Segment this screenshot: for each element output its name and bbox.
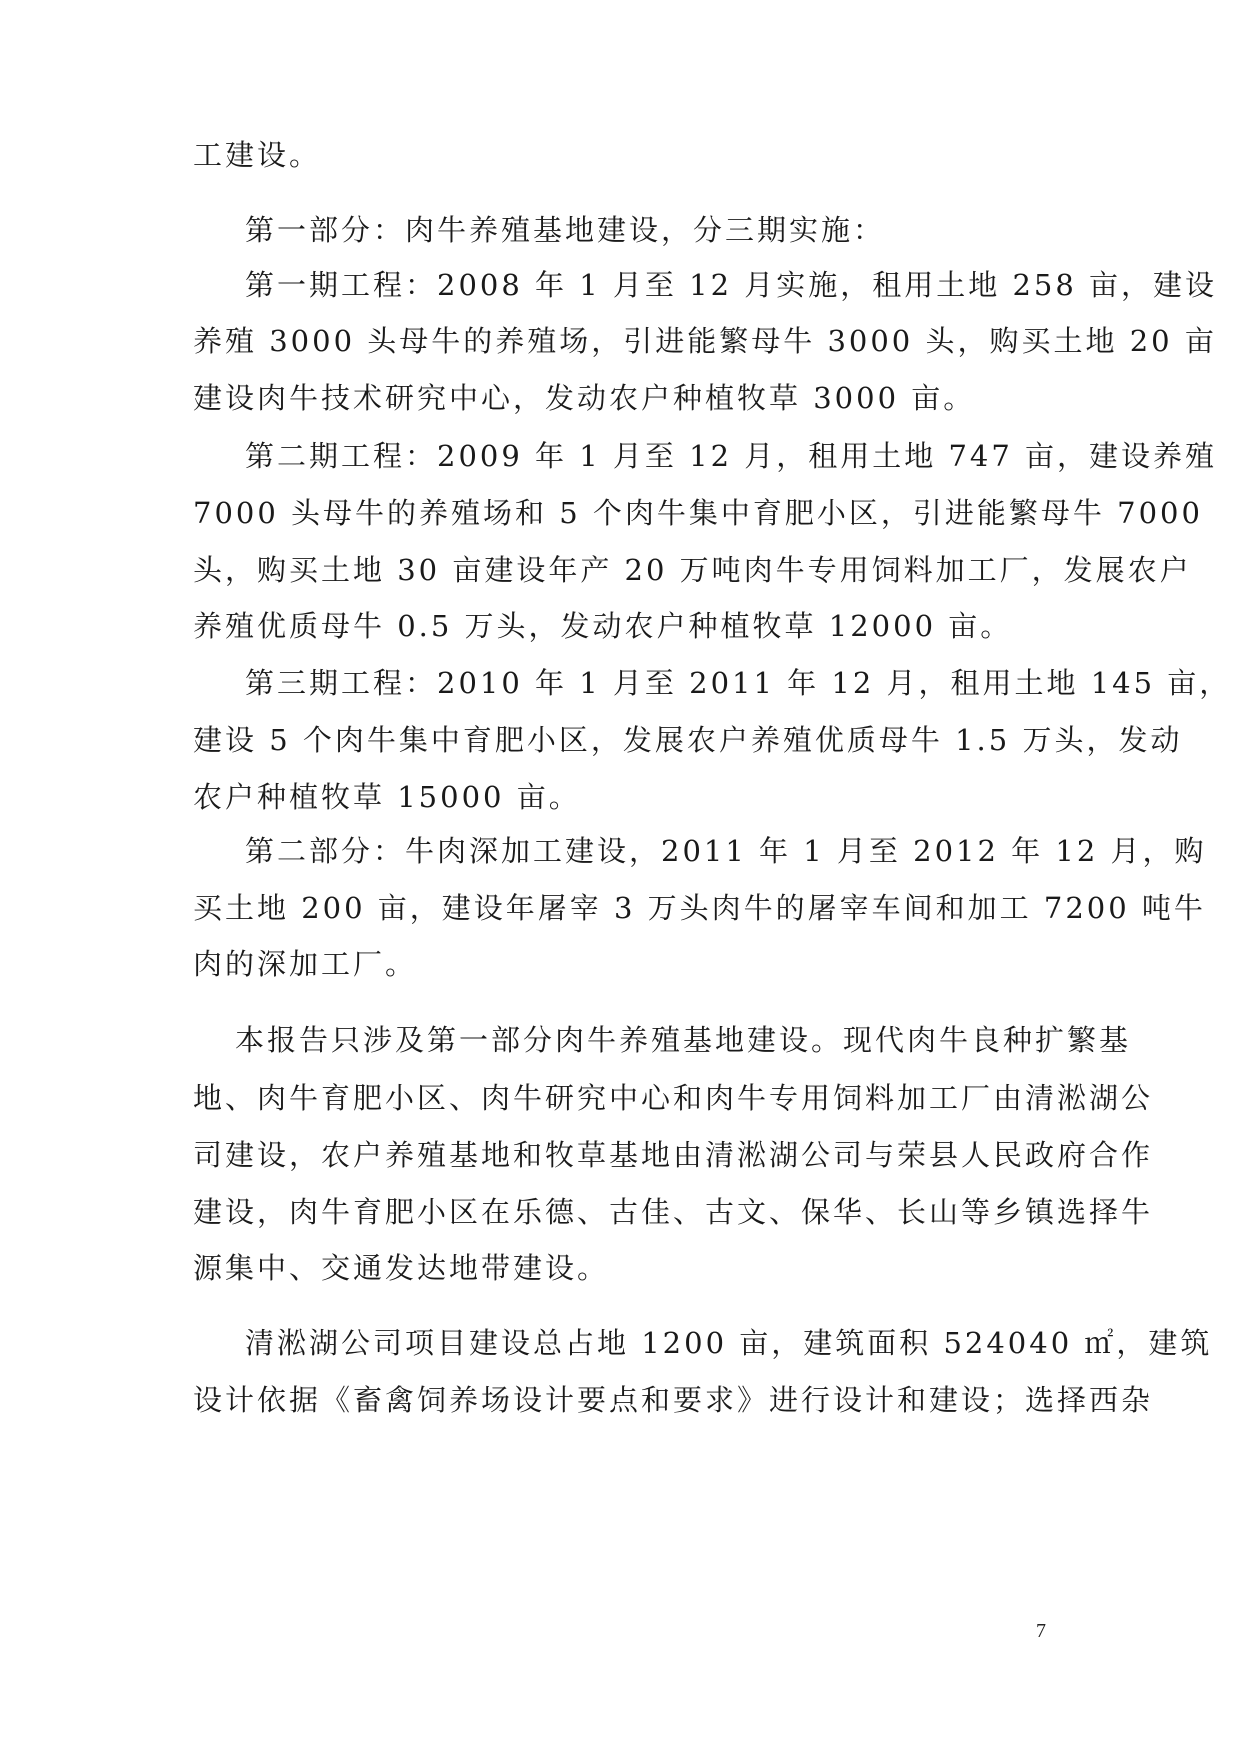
text-line: 养殖 3000 头母牛的养殖场，引进能繁母牛 3000 头，购买土地 20 亩 (193, 324, 1217, 358)
text-line: 7000 头母牛的养殖场和 5 个肉牛集中育肥小区，引进能繁母牛 7000 (193, 496, 1203, 530)
text-line: 司建设，农户养殖基地和牧草基地由清淞湖公司与荣县人民政府合作 (193, 1138, 1154, 1172)
text-line: 建设肉牛技术研究中心，发动农户种植牧草 3000 亩。 (193, 381, 976, 415)
text-line: 建设，肉牛育肥小区在乐德、古佳、古文、保华、长山等乡镇选择牛 (193, 1195, 1154, 1229)
text-line: 头，购买土地 30 亩建设年产 20 万吨肉牛专用饲料加工厂，发展农户 (193, 553, 1192, 587)
text-line: 养殖优质母牛 0.5 万头，发动农户种植牧草 12000 亩。 (193, 609, 1013, 643)
text-line: 地、肉牛育肥小区、肉牛研究中心和肉牛专用饲料加工厂由清淞湖公 (193, 1081, 1154, 1115)
page-number: 7 (1036, 1620, 1046, 1642)
text-line: 清淞湖公司项目建设总占地 1200 亩，建筑面积 524040 ㎡，建筑 (245, 1326, 1213, 1360)
text-line: 本报告只涉及第一部分肉牛养殖基地建设。现代肉牛良种扩繁基 (235, 1023, 1132, 1057)
text-line: 第二期工程：2009 年 1 月至 12 月，租用土地 747 亩，建设养殖 (245, 439, 1218, 473)
text-line: 买土地 200 亩，建设年屠宰 3 万头肉牛的屠宰车间和加工 7200 吨牛 (193, 891, 1206, 925)
text-line: 肉的深加工厂。 (193, 947, 418, 981)
text-line: 第三期工程：2010 年 1 月至 2011 年 12 月，租用土地 145 亩， (245, 666, 1232, 700)
text-line: 第一期工程：2008 年 1 月至 12 月实施，租用土地 258 亩，建设 (245, 268, 1218, 302)
section-heading-part-two: 第二部分：牛肉深加工建设，2011 年 1 月至 2012 年 12 月，购 (245, 834, 1207, 868)
text-line: 工建设。 (193, 138, 322, 172)
text-line: 建设 5 个肉牛集中育肥小区，发展农户养殖优质母牛 1.5 万头，发动 (193, 723, 1183, 757)
text-line: 源集中、交通发达地带建设。 (193, 1251, 610, 1285)
text-line: 农户种植牧草 15000 亩。 (193, 780, 581, 814)
section-heading-part-one: 第一部分：肉牛养殖基地建设，分三期实施： (245, 213, 886, 247)
text-line: 设计依据《畜禽饲养场设计要点和要求》进行设计和建设；选择西杂 (193, 1383, 1154, 1417)
